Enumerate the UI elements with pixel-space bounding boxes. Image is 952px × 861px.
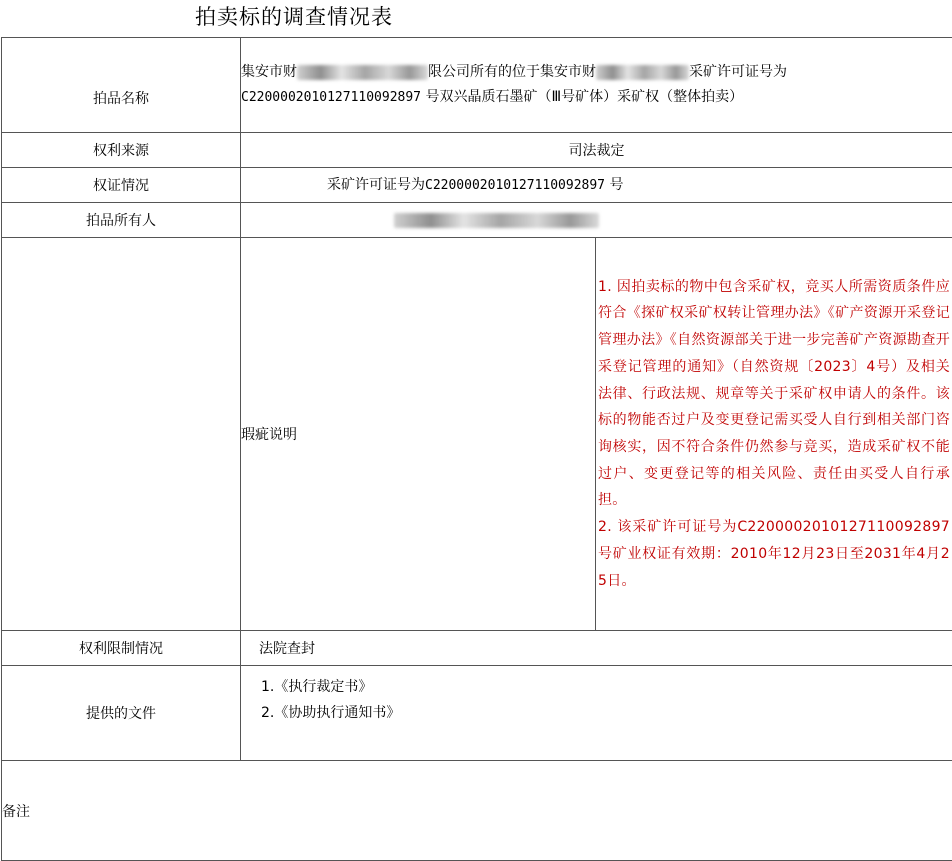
defects-note-1: 1. 因拍卖标的物中包含采矿权，竞买人所需资质条件应符合《探矿权采矿权转让管理办法》《矿产资源开采登记管理办法》《自然资源部关于进一步完善矿产资源勘查开采登记管理的通知》（自然资规〔2023〕4号）及相关法律、行政法规、规章等关于采矿权申请人的条件。该标的物能否过户及变更登记需买受人自行到相关部门咨询核实，因不符合条件仍然参与竞买，造成采矿权不能过户、变更登记等的相关风险、责任由买受人自行承担。 [596,274,952,514]
defects-label: 瑕疵说明 [241,238,596,631]
document-item: 1.《执行裁定书》 [241,674,952,700]
restrictions-value: 法院查封 [241,631,952,666]
row-documents [2,666,952,761]
restrictions-label: 权利限制情况 [2,631,241,666]
rights-source-value: 司法裁定 [241,133,952,168]
defects-note-cell [596,238,952,631]
survey-table [1,37,952,861]
page-title: 拍卖标的调查情况表 [195,4,393,30]
row-item-name [2,38,952,133]
certificate-label: 权证情况 [2,168,241,203]
owner-label: 拍品所有人 [2,203,241,238]
row-remarks [2,761,952,861]
row-rights-source [2,133,952,168]
remarks-label: 备注 [2,761,952,861]
item-name-label: 拍品名称 [2,38,241,133]
documents-label: 提供的文件 [2,666,241,761]
item-name-line-2: C2200002010127110092897 号双兴晶质石墨矿（Ⅲ号矿体）采矿权（整体拍卖） [241,85,952,110]
row-defects [2,238,952,631]
item-name-value [241,38,952,133]
certificate-value: 采矿许可证号为C2200002010127110092897 号 [241,168,952,203]
defects-note-2: 2. 该采矿许可证号为C2200002010127110092897号矿业权证有效期：2010年12月23日至2031年4月25日。 [596,514,952,594]
row-owner [2,203,952,238]
row-restrictions [2,631,952,666]
item-name-line-1: 集安市财 限公司所有的位于集安市财 采矿许可证号为 [241,60,952,85]
row-certificate [2,168,952,203]
redaction-blur [297,65,428,80]
redaction-blur [596,65,689,80]
documents-list [241,666,952,761]
owner-value [241,203,952,238]
rights-source-label: 权利来源 [2,133,241,168]
document-item: 2.《协助执行通知书》 [241,700,952,726]
redaction-blur [394,213,599,228]
